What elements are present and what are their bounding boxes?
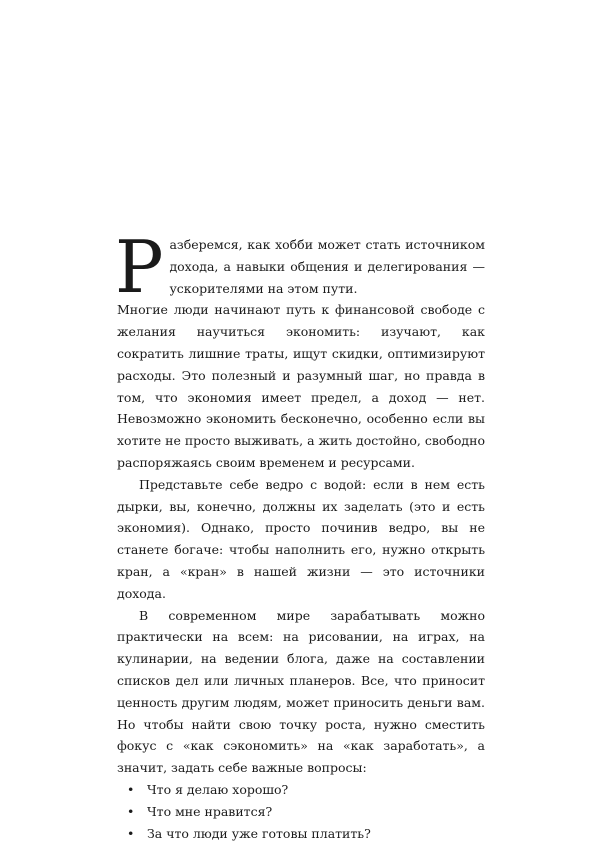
paragraph-earning: В современном мире зарабатывать можно практически на всем: на рисовании, на играх, на кулинарии, на ведении блога, даже на составлении списков дел или личных планеров. Все, что приносит ценность другим людям, может приносить деньги вам. Но чтобы найти свою точку роста, нужно сместить фокус с «как сэкономить» на «как заработать», а значит, задать себе важные вопросы: [117, 607, 485, 776]
question-text: Что я делаю хорошо? [147, 781, 289, 797]
question-text: За что люди уже готовы платить? [147, 825, 371, 841]
bullet-icon: • [127, 825, 135, 841]
bullet-icon: • [127, 803, 135, 819]
bullet-icon: • [127, 781, 135, 797]
paragraph-saving: Многие люди начинают путь к финансовой свободе с желания научиться экономить: изучают, как сократить лишние траты, ищут скидки, оптимизируют расходы. Это полезный и разумный шаг, но правда в том, что экономия имеет предел, а доход — нет. Невозможно экономить бесконечно, особенно если вы хотите не просто выживать, а жить достойно, свободно распоряжаясь своим временем и ресурсами. [117, 302, 485, 470]
paragraph-bucket: Представьте себе ведро с водой: если в нем есть дырки, вы, конечно, должны их заделать (это и есть экономия). Однако, просто починив ведро, вы не станете богаче: чтобы наполнить его, нужно открыть кран, а «кран» в нашей жизни — это источники дохода. [117, 476, 485, 601]
list-item [127, 779, 485, 801]
question-text: Что мне нравится? [147, 803, 273, 819]
questions-list [117, 779, 485, 844]
intro-text: азберемся, как хобби может стать источником дохода, а навыки общения и делегирования — ускорителями на этом пути. [169, 237, 485, 296]
list-item [127, 823, 485, 844]
page-body [115, 225, 485, 844]
list-item [127, 801, 485, 823]
drop-cap: Р [115, 225, 164, 309]
intro-paragraph [115, 225, 485, 309]
